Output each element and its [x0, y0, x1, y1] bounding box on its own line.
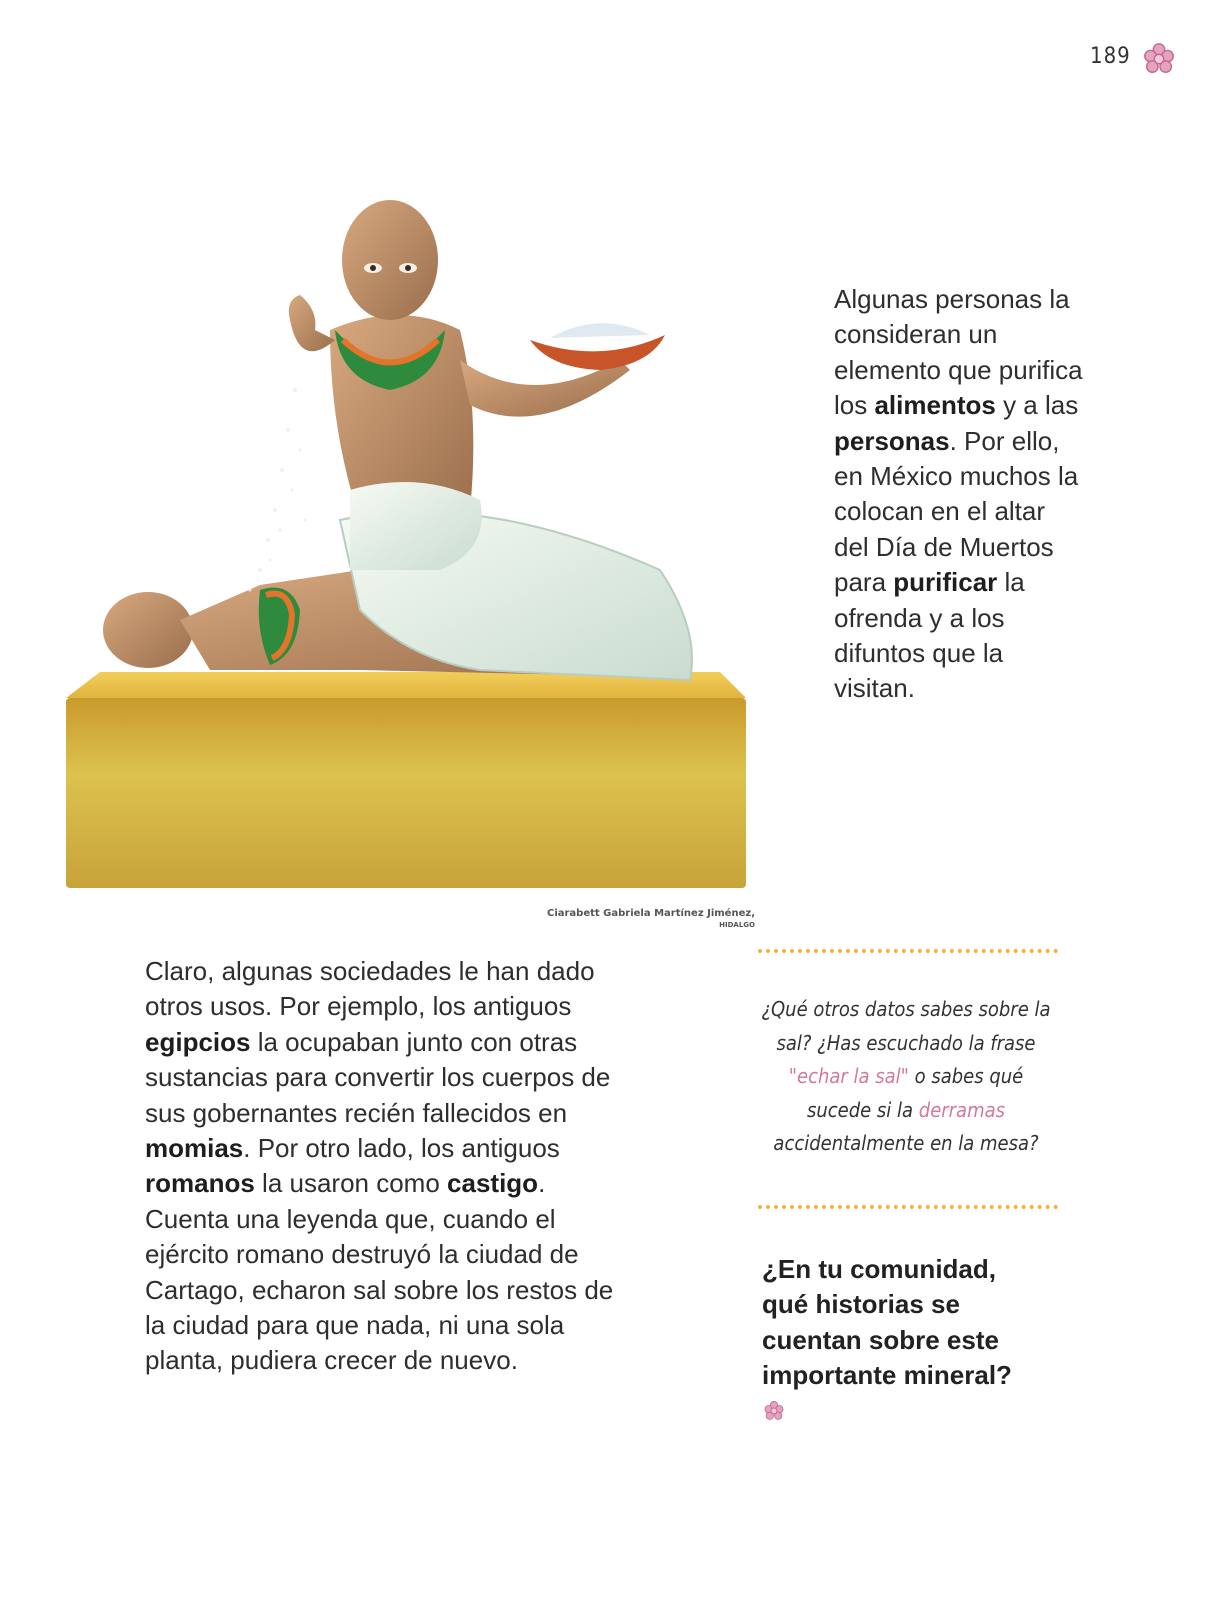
side-text-span: la ofrenda y a los difuntos que la visitan.: [834, 567, 1025, 704]
main-paragraph: [145, 954, 615, 1379]
main-bold: romanos: [145, 1168, 255, 1199]
page-number: 189: [1090, 44, 1131, 69]
illustration-credit: [520, 908, 755, 930]
main-text-span: . Cuenta una leyenda que, cuando el ejército romano destruyó la ciudad de Cartago, echaron sal sobre los restos de la ciudad para que nada, ni una sola planta, pudiera crecer de nuevo.: [145, 1168, 614, 1376]
gold-block: [66, 698, 746, 888]
side-text-span: . Por ello, en México muchos la colocan en el altar del Día de Muertos para: [834, 425, 1079, 598]
main-text-span: . Por otro lado, los antiguos: [243, 1133, 560, 1164]
side-bold: personas: [834, 425, 950, 456]
main-bold: momias: [145, 1133, 244, 1164]
main-bold: egipcios: [145, 1026, 251, 1057]
handwritten-text: o sabes qué sucede si la: [806, 1064, 1024, 1122]
illustration: [60, 190, 760, 910]
credit-state: HIDALGO: [719, 921, 755, 929]
handwritten-question: [756, 993, 1056, 1161]
main-bold: castigo: [447, 1168, 539, 1199]
credit-author: Ciarabett Gabriela Martínez Jiménez,: [546, 908, 755, 919]
side-bold: purificar: [893, 567, 998, 598]
dotted-divider-bottom: [758, 1205, 1058, 1209]
side-text-span: Algunas personas la consideran un elemento que purifica los: [834, 284, 1083, 421]
handwritten-text: accidentalmente en la mesa?: [773, 1131, 1039, 1155]
community-question-text: ¿En tu comunidad, qué historias se cuentan sobre este importante mineral?: [762, 1254, 1012, 1391]
flower-icon: [1140, 40, 1178, 78]
handwritten-text: ¿Qué otros datos sabes sobre la sal? ¿Has escuchado la frase: [761, 997, 1051, 1055]
handwritten-highlight: derramas: [918, 1097, 1006, 1122]
side-text-span: y a las: [995, 390, 1079, 421]
side-bold: alimentos: [874, 390, 996, 421]
side-paragraph: [834, 282, 1084, 707]
flower-icon: [762, 1399, 786, 1423]
salt-particles: [249, 388, 307, 592]
kneeling-figure: [289, 200, 665, 570]
handwritten-highlight: "echar la sal": [788, 1064, 909, 1088]
community-question: [762, 1252, 1042, 1429]
main-text-span: Claro, algunas sociedades le han dado otros usos. Por ejemplo, los antiguos: [145, 956, 595, 1022]
main-text-span: la ocupaban junto con otras sustancias para convertir los cuerpos de sus gobernantes recién fallecidos en: [145, 1026, 611, 1128]
dotted-divider-top: [758, 949, 1058, 953]
main-text-span: la usaron como: [254, 1168, 448, 1199]
